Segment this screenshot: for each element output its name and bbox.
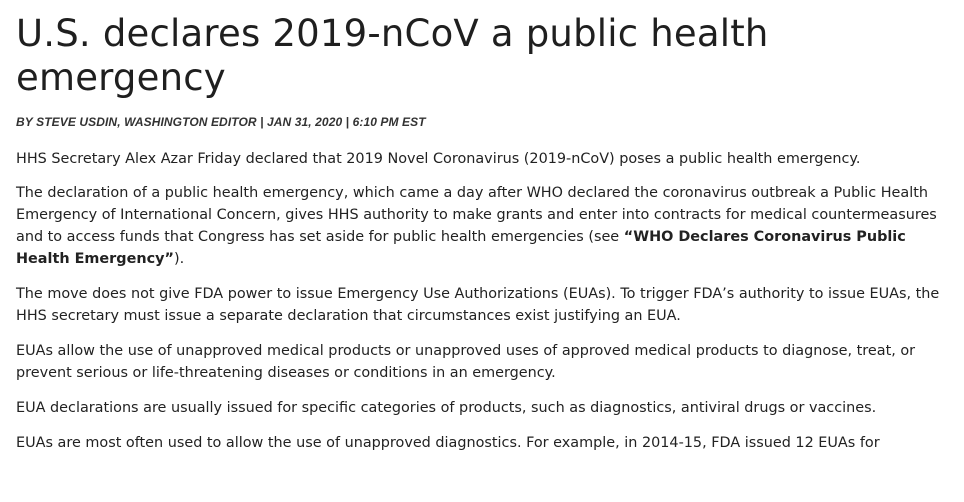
article-body <box>16 148 948 454</box>
paragraph <box>16 182 948 270</box>
paragraph-text: The declaration of a public health emergency, which came a day after WHO declared the coronavirus outbreak a Public Health Emergency of International Concern, gives HHS authority to make grants and enter into contracts for medical countermeasures and to access funds that Congress has set aside for public health emergencies (see <box>16 185 937 245</box>
article-byline: BY STEVE USDIN, WASHINGTON EDITOR | JAN 31, 2020 | 6:10 PM EST <box>16 115 426 129</box>
paragraph: EUAs allow the use of unapproved medical products or unapproved uses of approved medical products to diagnose, treat, or prevent serious or life-threatening diseases or conditions in an emergency. <box>16 343 916 381</box>
paragraph-text: ). <box>173 251 185 267</box>
paragraph: EUAs are most often used to allow the use of unapproved diagnostics. For example, in 2014-15, FDA issued 12 EUAs for <box>16 435 880 451</box>
paragraph: EUA declarations are usually issued for specific categories of products, such as diagnostics, antiviral drugs or vaccines. <box>16 400 877 416</box>
article-headline: U.S. declares 2019-nCoV a public health emergency <box>16 12 769 99</box>
paragraph: The move does not give FDA power to issue Emergency Use Authorizations (EUAs). To trigger FDA’s authority to issue EUAs, the HHS secretary must issue a separate declaration that circumstances exist justifying an EUA. <box>16 286 940 324</box>
paragraph: HHS Secretary Alex Azar Friday declared that 2019 Novel Coronavirus (2019-nCoV) poses a public health emergency. <box>16 151 861 167</box>
related-article-link[interactable]: “WHO Declares Coronavirus Public Health Emergency” <box>16 229 906 267</box>
